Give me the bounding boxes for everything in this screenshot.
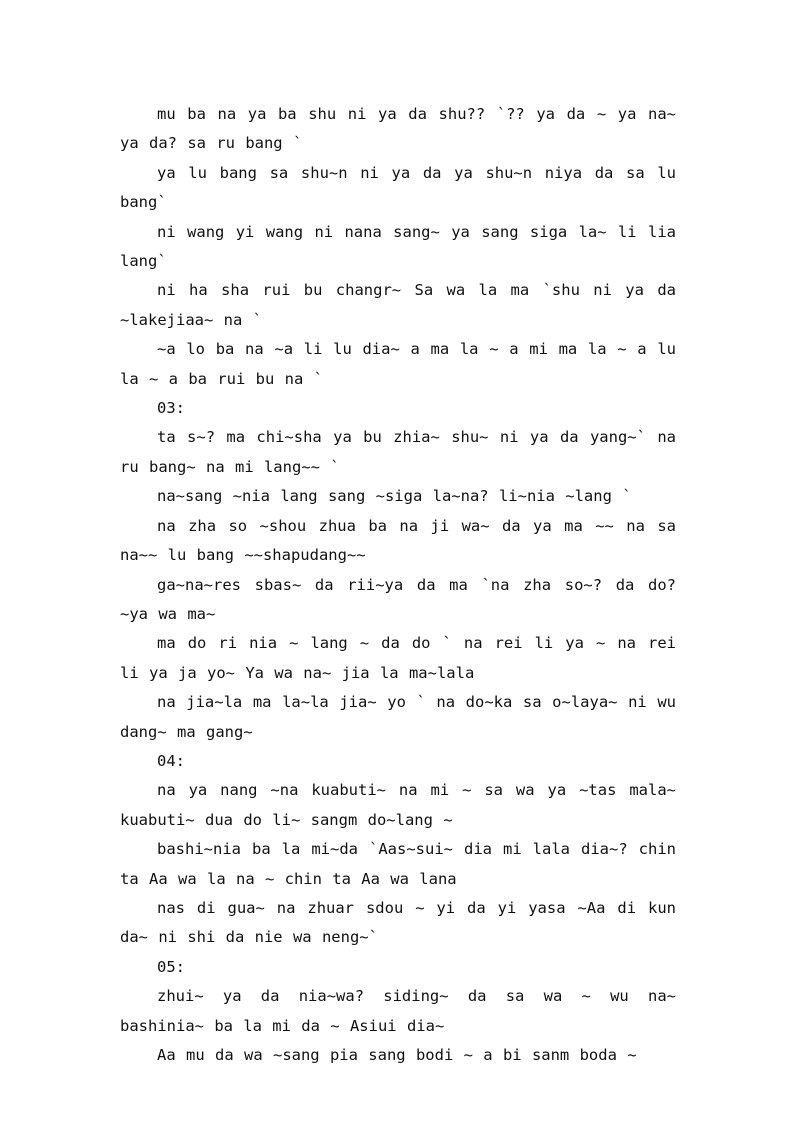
text-paragraph-8: na zha so ~shou zhua ba na ji wa~ da ya ma ~~ na sa na~~ lu bang ~~shapudang~~ [120,516,687,565]
text-paragraph-12: na ya nang ~na kuabuti~ na mi ~ sa wa ya ~tas mala~ kuabuti~ dua do li~ sangm do~lang ~ [120,781,687,829]
text-paragraph-10: ma do ri nia ~ lang ~ da do ` na rei li ya ~ na rei li ya ja yo~ Ya wa na~ jia la ma~lala [120,634,687,682]
text-paragraph-14: nas di gua~ na zhuar sdou ~ yi da yi yasa ~Aa di kun da~ ni shi da nie wa neng~` [120,898,687,947]
text-paragraph-4: ni ha sha rui bu changr~ Sa wa la ma `shu ni ya da ~lakejiaa~ na ` [120,281,687,329]
text-paragraph-15: zhui~ ya da nia~wa? siding~ da sa wa ~ wu na~ bashinia~ ba la mi da ~ Asiui dia~ [120,987,687,1035]
text-paragraph-1: mu ba na ya ba shu ni ya da shu?? `?? ya da ~ ya na~ ya da? sa ru bang ` [120,105,687,153]
text-paragraph-2: ya lu bang sa shu~n ni ya da ya shu~n niya da sa lu bang` [120,163,687,212]
text-paragraph-9: ga~na~res sbas~ da rii~ya da ma `na zha so~? da do? ~ya wa ma~ [120,575,687,623]
section-number-04: 04: [157,751,185,770]
text-paragraph-6: ta s~? ma chi~sha ya bu zhia~ shu~ ni ya da yang~` na ru bang~ na mi lang~~ ` [120,428,687,476]
text-paragraph-7: na~sang ~nia lang sang ~siga la~na? li~nia ~lang ` [157,487,632,506]
document-body [120,100,687,1070]
text-paragraph-11: na jia~la ma la~la jia~ yo ` na do~ka sa o~laya~ ni wu dang~ ma gang~ [120,693,687,741]
text-paragraph-5: ~a lo ba na ~a li lu dia~ a ma la ~ a mi ma la ~ a lu la ~ a ba rui bu na ` [120,340,687,388]
text-paragraph-16: Aa mu da wa ~sang pia sang bodi ~ a bi sanm boda ~ [157,1046,637,1064]
text-paragraph-3: ni wang yi wang ni nana sang~ ya sang siga la~ li lia lang` [120,222,687,271]
section-number-03: 03: [157,399,185,418]
text-paragraph-13: bashi~nia ba la mi~da `Aas~sui~ dia mi lala dia~? chin ta Aa wa la na ~ chin ta Aa wa lana [120,840,687,888]
section-number-05: 05: [157,957,185,976]
